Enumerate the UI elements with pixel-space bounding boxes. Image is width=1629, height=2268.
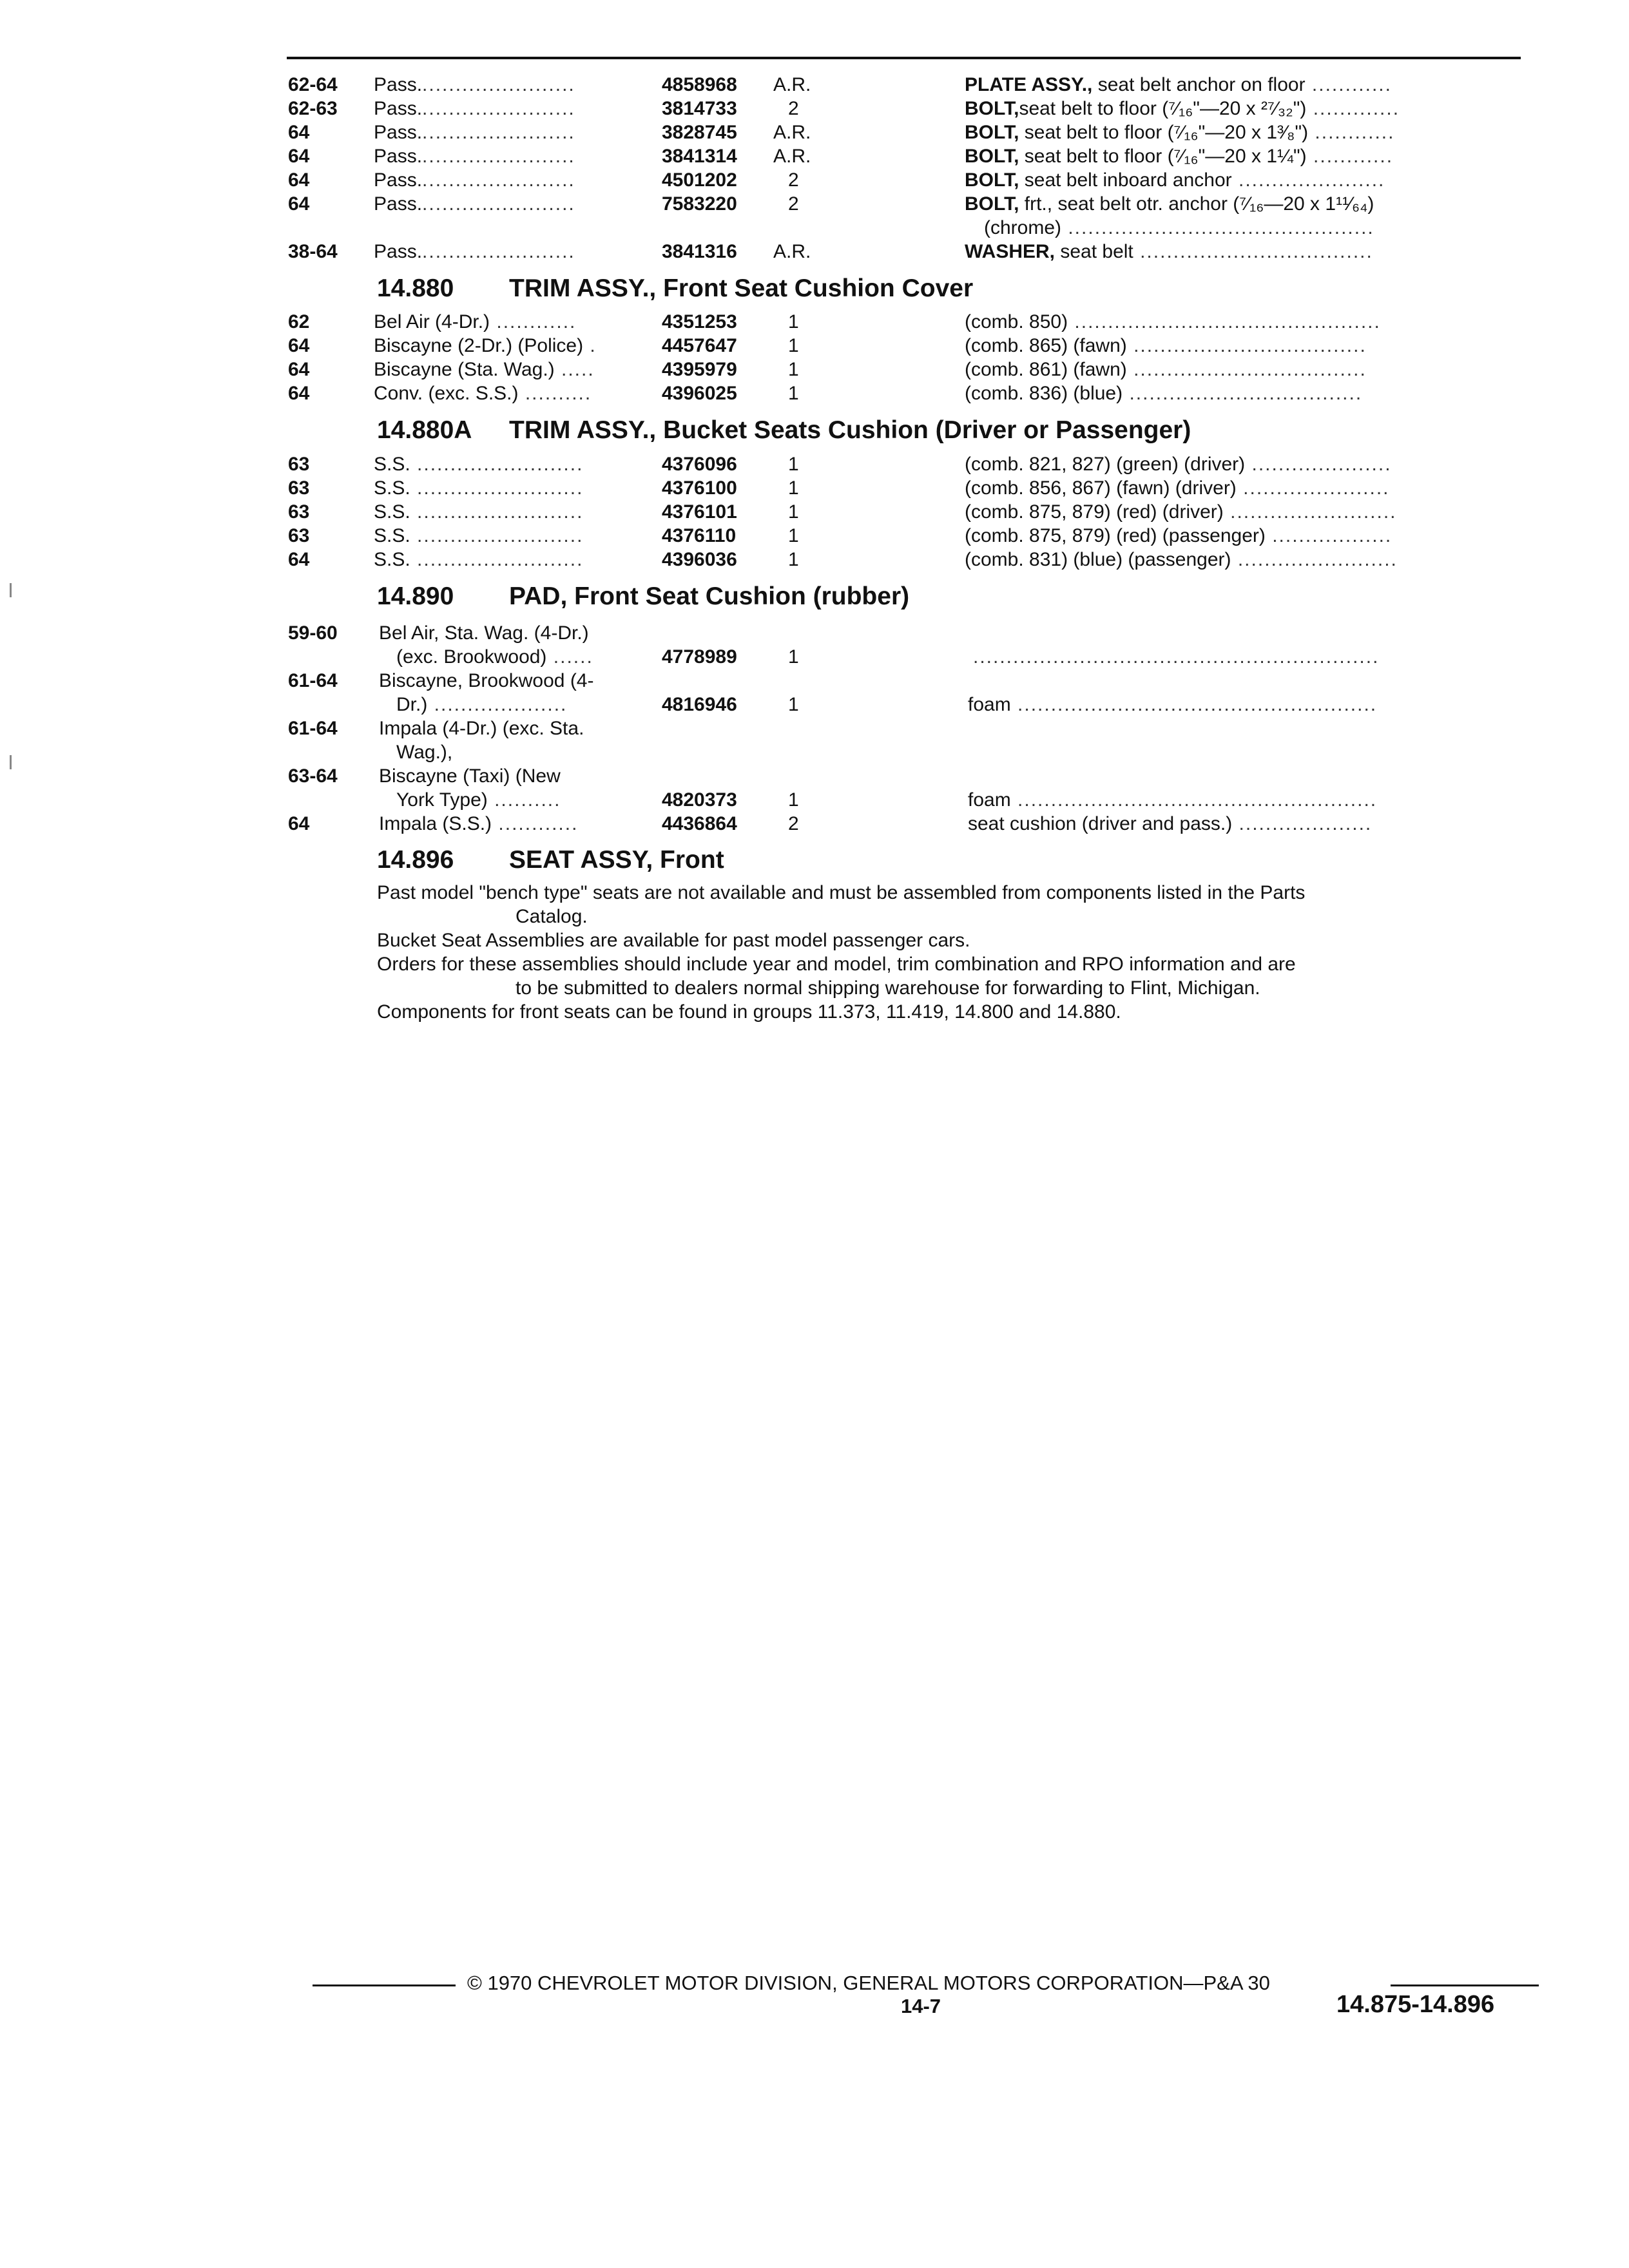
description: (comb. 856, 867) (fawn) (driver) ...................... (965, 477, 1390, 499)
quantity: 1 (788, 335, 799, 356)
part-number: 3814733 (662, 98, 737, 119)
part-number: 4501202 (662, 169, 737, 191)
model: Pass........................ (374, 146, 575, 167)
description: BOLT, frt., seat belt otr. anchor (⁷⁄₁₆—20 x 1¹¹⁄₆₄) (965, 193, 1374, 215)
footer-rule (1391, 1984, 1539, 1986)
part-number: 4376110 (662, 525, 737, 546)
description: WASHER, seat belt ................................... (965, 241, 1373, 262)
year: 63 (288, 454, 310, 475)
table-row (0, 741, 1629, 764)
copyright-notice: © 1970 CHEVROLET MOTOR DIVISION, GENERAL MOTORS CORPORATION—P&A 30 (467, 1972, 1270, 1994)
table-row (0, 765, 1629, 788)
model: Bel Air, Sta. Wag. (4-Dr.) (379, 622, 589, 644)
quantity: 2 (788, 193, 799, 215)
part-number: 7583220 (662, 193, 737, 215)
quantity: 1 (788, 501, 799, 523)
quantity: 1 (788, 789, 799, 811)
table-row (0, 240, 1629, 264)
top-rule (287, 57, 1521, 59)
description: (comb. 875, 879) (red) (driver) ......................... (965, 501, 1397, 523)
model: Biscayne (2-Dr.) (Police) . (374, 335, 597, 356)
part-number: 4351253 (662, 311, 737, 332)
model: (exc. Brookwood) ...... (396, 646, 593, 668)
quantity: 2 (788, 98, 799, 119)
year: 63 (288, 525, 310, 546)
quantity: 1 (788, 311, 799, 332)
section-heading (377, 582, 909, 611)
table-row (0, 693, 1629, 716)
model: S.S. ......................... (374, 477, 584, 499)
year: 64 (288, 335, 310, 356)
note-line: Catalog. (516, 906, 588, 927)
year: 64 (288, 813, 310, 834)
table-row (0, 477, 1629, 500)
group-range: 14.875-14.896 (1336, 1991, 1495, 2018)
description: BOLT, seat belt to floor (⁷⁄₁₆"—20 x 1³⁄₈") ............ (965, 122, 1395, 143)
table-row (0, 121, 1629, 144)
model: S.S. ......................... (374, 549, 584, 570)
part-number: 4816946 (662, 694, 737, 715)
model: Bel Air (4-Dr.) ............ (374, 311, 577, 332)
table-row (0, 453, 1629, 476)
model: Biscayne (Sta. Wag.) ..... (374, 359, 595, 380)
year: 64 (288, 193, 310, 215)
description: (comb. 865) (fawn) ................................... (965, 335, 1367, 356)
year: 38-64 (288, 241, 338, 262)
table-row (0, 311, 1629, 334)
section-heading (377, 274, 973, 303)
section-title: TRIM ASSY., Front Seat Cushion Cover (509, 274, 974, 302)
note-line: Components for front seats can be found in groups 11.373, 11.419, 14.800 and 14.880. (377, 1001, 1121, 1023)
description: (comb. 875, 879) (red) (passenger) .................. (965, 525, 1393, 546)
section-heading (377, 416, 1191, 445)
quantity: 1 (788, 454, 799, 475)
part-number: 4778989 (662, 646, 737, 668)
year: 62 (288, 311, 310, 332)
description: seat cushion (driver and pass.) .................... (968, 813, 1373, 834)
table-row (0, 669, 1629, 693)
quantity: A.R. (773, 241, 811, 262)
table-row (0, 73, 1629, 97)
part-number: 4376096 (662, 454, 737, 475)
part-number: 3841316 (662, 241, 737, 262)
table-row (0, 717, 1629, 740)
table-row (0, 524, 1629, 548)
part-number: 4396025 (662, 383, 737, 404)
model: S.S. ......................... (374, 501, 584, 523)
year: 63 (288, 501, 310, 523)
year: 63 (288, 477, 310, 499)
quantity: A.R. (773, 146, 811, 167)
quantity: 1 (788, 549, 799, 570)
part-number: 4858968 (662, 74, 737, 95)
section-title: SEAT ASSY, Front (509, 846, 724, 874)
quantity: 1 (788, 525, 799, 546)
model: Pass........................ (374, 98, 575, 119)
note-line: Bucket Seat Assemblies are available for past model passenger cars. (377, 930, 970, 951)
table-row (0, 193, 1629, 216)
footer-rule (313, 1984, 456, 1986)
table-row (0, 382, 1629, 405)
table-row (0, 501, 1629, 524)
model: S.S. ......................... (374, 525, 584, 546)
year: 64 (288, 549, 310, 570)
model: Pass........................ (374, 241, 575, 262)
table-row (0, 169, 1629, 192)
quantity: 2 (788, 813, 799, 834)
model: S.S. ......................... (374, 454, 584, 475)
year: 64 (288, 122, 310, 143)
part-number: 3841314 (662, 146, 737, 167)
description: foam ...................................................... (968, 694, 1378, 715)
table-row (0, 358, 1629, 381)
part-number: 3828745 (662, 122, 737, 143)
description: PLATE ASSY., seat belt anchor on floor ............ (965, 74, 1392, 95)
quantity: 1 (788, 477, 799, 499)
model: Biscayne (Taxi) (New (379, 765, 561, 787)
quantity: 1 (788, 646, 799, 668)
table-row (0, 646, 1629, 669)
model: Impala (S.S.) ............ (379, 813, 579, 834)
quantity: 2 (788, 169, 799, 191)
description: (comb. 861) (fawn) ................................... (965, 359, 1367, 380)
part-number: 4395979 (662, 359, 737, 380)
table-row (0, 789, 1629, 812)
quantity: 1 (788, 383, 799, 404)
year: 61-64 (288, 718, 338, 739)
description: (comb. 821, 827) (green) (driver) ..................... (965, 454, 1392, 475)
table-row (0, 812, 1629, 836)
table-row (0, 334, 1629, 358)
section-heading (377, 845, 724, 875)
section-number: 14.896 (377, 846, 454, 874)
year: 64 (288, 383, 310, 404)
year: 64 (288, 169, 310, 191)
model: Impala (4-Dr.) (exc. Sta. (379, 718, 584, 739)
part-number: 4376100 (662, 477, 737, 499)
part-number: 4396036 (662, 549, 737, 570)
part-number: 4820373 (662, 789, 737, 811)
model: Pass........................ (374, 193, 575, 215)
quantity: 1 (788, 694, 799, 715)
description: ............................................................. (973, 646, 1380, 668)
quantity: A.R. (773, 74, 811, 95)
table-row (0, 622, 1629, 645)
description-continuation: (chrome) .............................................. (984, 217, 1374, 238)
year: 61-64 (288, 670, 338, 691)
note-line: Orders for these assemblies should include year and model, trim combination and RPO information and are (377, 954, 1296, 975)
quantity: 1 (788, 359, 799, 380)
table-row (0, 97, 1629, 120)
table-row (0, 548, 1629, 572)
model: Pass........................ (374, 122, 575, 143)
table-row-continuation (0, 216, 1629, 240)
table-row (0, 145, 1629, 168)
page-number: 14-7 (901, 1995, 941, 2017)
year: 64 (288, 359, 310, 380)
section-title: TRIM ASSY., Bucket Seats Cushion (Driver or Passenger) (509, 416, 1191, 444)
scan-mark (10, 755, 12, 769)
part-number: 4376101 (662, 501, 737, 523)
description: BOLT,seat belt to floor (⁷⁄₁₆"—20 x ²⁷⁄₃₂") ............. (965, 98, 1400, 119)
description: (comb. 831) (blue) (passenger) ........................ (965, 549, 1398, 570)
description: (comb. 850) .............................................. (965, 311, 1381, 332)
year: 64 (288, 146, 310, 167)
description: BOLT, seat belt to floor (⁷⁄₁₆"—20 x 1¼") ............ (965, 146, 1394, 167)
year: 59-60 (288, 622, 338, 644)
note-line: Past model "bench type" seats are not available and must be assembled from components listed in the Parts (377, 882, 1306, 903)
description: (comb. 836) (blue) ................................... (965, 383, 1363, 404)
section-title: PAD, Front Seat Cushion (rubber) (509, 582, 910, 610)
section-number: 14.890 (377, 582, 454, 610)
model: Conv. (exc. S.S.) .......... (374, 383, 592, 404)
year: 63-64 (288, 765, 338, 787)
description: foam ...................................................... (968, 789, 1378, 811)
year: 62-64 (288, 74, 338, 95)
model: York Type) .......... (396, 789, 561, 811)
note-line: to be submitted to dealers normal shipping warehouse for forwarding to Flint, Michigan. (516, 977, 1260, 999)
part-number: 4457647 (662, 335, 737, 356)
model: Biscayne, Brookwood (4- (379, 670, 594, 691)
quantity: A.R. (773, 122, 811, 143)
model: Dr.) .................... (396, 694, 568, 715)
model: Wag.), (396, 742, 453, 763)
section-number: 14.880A (377, 416, 472, 444)
description: BOLT, seat belt inboard anchor ...................... (965, 169, 1385, 191)
model: Pass........................ (374, 74, 575, 95)
model: Pass........................ (374, 169, 575, 191)
scan-mark (10, 583, 12, 597)
part-number: 4436864 (662, 813, 737, 834)
year: 62-63 (288, 98, 338, 119)
section-number: 14.880 (377, 274, 454, 302)
